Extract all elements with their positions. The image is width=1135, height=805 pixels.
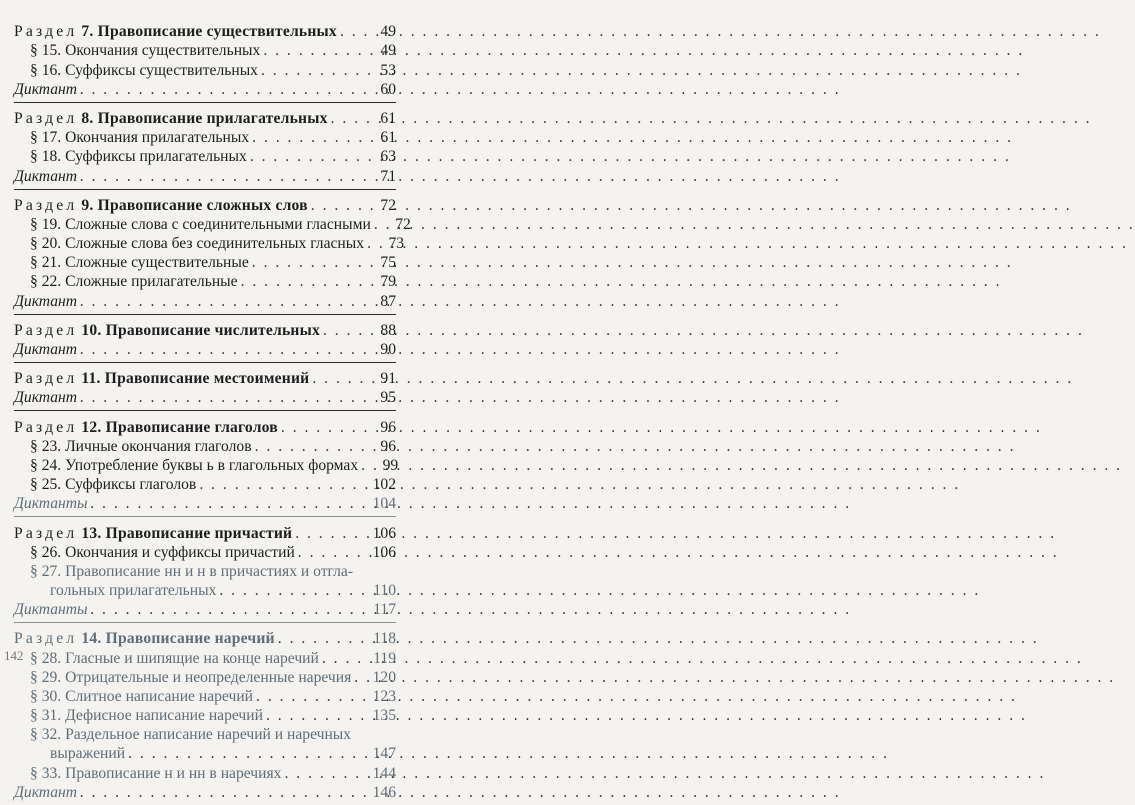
page-number: 106: [372, 524, 396, 542]
page-number: 72: [380, 196, 396, 214]
page-number: 135: [372, 707, 396, 725]
section-title: Правописание наречий: [105, 630, 275, 648]
toc-block-12: [14, 417, 399, 517]
dictation-label: Диктант: [14, 292, 78, 310]
item-text: § 24. Употребление буквы ь в глагольных формах: [30, 456, 359, 474]
toc-block-11: [14, 369, 396, 411]
item-18: [14, 147, 396, 166]
dictation-label: Диктанты: [14, 495, 88, 513]
item-text: § 23. Личные окончания глаголов: [30, 437, 252, 455]
section-title: Правописание прилагательных: [97, 109, 328, 127]
section-prefix: Раздел: [14, 196, 78, 214]
leader-dots: [80, 784, 365, 802]
item-text: § 28. Гласные и шипящие на конце наречий: [30, 649, 319, 667]
leader-dots: [250, 148, 365, 166]
page-number: 99: [382, 456, 399, 474]
leader-dots: [361, 457, 367, 475]
dictation-label: Диктант: [14, 167, 78, 185]
section-title: Правописание сложных слов: [97, 196, 308, 214]
dictation-13: [14, 600, 396, 619]
page-number: 71: [380, 167, 396, 185]
toc-block-10: [14, 321, 396, 363]
leader-dots: [80, 341, 365, 359]
leader-dots: [252, 254, 365, 272]
section-title: Правописание местоимений: [104, 370, 310, 388]
leader-dots: [91, 601, 365, 619]
dictation-10: [14, 340, 396, 359]
section-14: [14, 629, 396, 648]
dictation-8: [14, 166, 396, 185]
item-text: § 21. Сложные существительные: [30, 254, 249, 272]
page-number: 96: [380, 418, 396, 436]
page-number: 79: [380, 273, 396, 291]
leader-dots: [331, 110, 365, 128]
page-number: 144: [372, 764, 396, 782]
section-prefix: Раздел: [14, 23, 78, 41]
leader-dots: [284, 765, 365, 783]
item-text: § 18. Суффиксы прилагательных: [30, 148, 247, 166]
page-number: 119: [373, 649, 396, 667]
item-27: [14, 562, 396, 600]
leader-dots: [263, 42, 365, 60]
item-19: [14, 215, 411, 234]
section-prefix: Раздел: [14, 524, 78, 542]
page-number: 49: [380, 42, 396, 60]
item-text: § 25. Суффиксы глаголов: [30, 476, 197, 494]
page-number: 110: [373, 581, 396, 599]
page-number: 61: [380, 109, 396, 127]
item-text: § 16. Суффиксы существительных: [30, 61, 258, 79]
section-title: Правописание глаголов: [105, 418, 278, 436]
section-11: [14, 369, 396, 388]
page-number: 87: [380, 292, 396, 310]
page-number: 104: [372, 495, 396, 513]
page-number: 123: [372, 688, 396, 705]
section-number: 10.: [81, 321, 102, 339]
section-10: [14, 321, 396, 340]
page-number: 61: [380, 129, 396, 147]
page-number: 118: [373, 630, 396, 648]
leader-dots: [367, 235, 373, 253]
leader-dots: [80, 389, 365, 407]
page-number: 102: [372, 476, 396, 494]
page-number: 146: [372, 783, 396, 801]
section-number: 8.: [81, 109, 94, 127]
item-24: [14, 456, 399, 475]
item-15: [14, 41, 396, 60]
page-number: 120: [372, 668, 396, 686]
leader-dots: [295, 525, 365, 543]
page-number: 63: [380, 148, 396, 166]
page-number: 72: [395, 215, 411, 233]
toc-block-9: [14, 196, 411, 315]
toc-page: [0, 0, 411, 801]
section-number: 12.: [81, 418, 102, 436]
leader-dots: [80, 168, 365, 186]
item-text: § 17. Окончания прилагательных: [30, 129, 250, 147]
page-number: 75: [380, 254, 396, 272]
item-26: [14, 543, 396, 562]
section-8: [14, 109, 396, 128]
leader-dots: [219, 581, 365, 600]
toc-block-14: [14, 629, 396, 805]
leader-dots: [340, 23, 365, 41]
item-text: § 29. Отрицательные и неопределенные наречия: [30, 668, 352, 686]
item-21: [14, 253, 396, 272]
section-prefix: Раздел: [14, 321, 78, 339]
page-number: 96: [380, 437, 396, 455]
page-number: 90: [380, 341, 396, 358]
leader-dots: [281, 419, 365, 437]
dictation-9: [14, 291, 396, 310]
page-footer-number: 142: [4, 648, 24, 663]
item-28: [14, 648, 396, 667]
item-text-line2: гольных прилагательных: [50, 581, 217, 599]
leader-dots: [80, 81, 365, 99]
toc-block-13: [14, 523, 396, 623]
section-prefix: Раздел: [14, 630, 78, 648]
leader-dots: [354, 669, 365, 687]
section-prefix: Раздел: [14, 418, 78, 436]
section-title: Правописание существительных: [97, 23, 337, 41]
toc-block-8: [14, 109, 396, 190]
section-12: [14, 417, 396, 436]
dictation-11: [14, 388, 396, 407]
item-32: [14, 725, 396, 763]
dictation-label: Диктант: [14, 783, 78, 801]
page-number: 60: [380, 80, 396, 98]
leader-dots: [256, 688, 365, 706]
leader-dots: [311, 197, 365, 215]
leader-dots: [241, 273, 365, 291]
section-title: Правописание числительных: [105, 321, 320, 339]
item-text-line1: § 32. Раздельное написание наречий и наречных: [30, 726, 352, 744]
item-25: [14, 475, 396, 494]
page-number: 95: [380, 389, 396, 407]
leader-dots: [128, 744, 365, 763]
leader-dots: [261, 62, 365, 80]
item-text: § 26. Окончания и суффиксы причастий: [30, 543, 295, 561]
leader-dots: [323, 322, 365, 340]
item-17: [14, 128, 396, 147]
section-title: Правописание причастий: [105, 524, 293, 542]
item-text: § 22. Сложные прилагательные: [30, 273, 238, 291]
section-number: 14.: [81, 630, 102, 648]
dictation-label: Диктанты: [14, 601, 88, 619]
page-number: 53: [380, 61, 396, 79]
item-33: [14, 764, 396, 783]
section-number: 9.: [81, 196, 94, 214]
dictation-label: Диктант: [14, 80, 78, 98]
item-20: [14, 234, 405, 253]
item-text: § 33. Правописание н и нн в наречиях: [30, 764, 282, 782]
page-number: 117: [373, 601, 396, 619]
dictation-label: Диктант: [14, 389, 78, 407]
section-number: 7.: [81, 23, 94, 41]
leader-dots: [266, 707, 365, 725]
leader-dots: [278, 630, 365, 648]
leader-dots: [91, 495, 365, 513]
leader-dots: [252, 129, 365, 147]
leader-dots: [80, 293, 365, 311]
page-number: 49: [380, 23, 396, 41]
leader-dots: [298, 544, 365, 562]
leader-dots: [255, 438, 365, 456]
item-text: § 30. Слитное написание наречий: [30, 688, 254, 705]
section-9: [14, 196, 396, 215]
section-number: 13.: [81, 524, 102, 542]
item-16: [14, 60, 396, 79]
item-text: § 19. Сложные слова с соединительными гласными: [30, 215, 371, 233]
dictation-14: [14, 783, 396, 802]
item-text-line1: § 27. Правописание нн и н в причастиях и отгла-: [30, 562, 354, 580]
toc-block-7: [14, 22, 396, 103]
item-text: § 20. Сложные слова без соединительных гласных: [30, 235, 365, 253]
dictation-12: [14, 494, 396, 513]
item-30: [14, 687, 396, 706]
section-7: [14, 22, 396, 41]
leader-dots: [374, 216, 380, 234]
page-number: 91: [380, 370, 396, 388]
item-23: [14, 437, 396, 456]
page-number: 147: [372, 745, 396, 763]
leader-dots: [199, 476, 365, 494]
section-number: 11.: [81, 370, 101, 388]
section-prefix: Раздел: [14, 370, 78, 388]
item-text-line2: выражений: [50, 745, 126, 763]
dictation-7: [14, 80, 396, 99]
item-text: § 31. Дефисное написание наречий: [30, 707, 263, 725]
section-13: [14, 523, 396, 542]
leader-dots: [322, 650, 365, 668]
item-22: [14, 272, 396, 291]
item-text: § 15. Окончания существительных: [30, 42, 261, 60]
page-number: 88: [380, 321, 396, 339]
dictation-label: Диктант: [14, 341, 78, 358]
section-prefix: Раздел: [14, 109, 78, 127]
page-number: 73: [388, 235, 405, 253]
leader-dots: [312, 370, 365, 388]
item-29: [14, 668, 396, 687]
item-31: [14, 706, 396, 725]
page-number: 106: [372, 543, 396, 561]
